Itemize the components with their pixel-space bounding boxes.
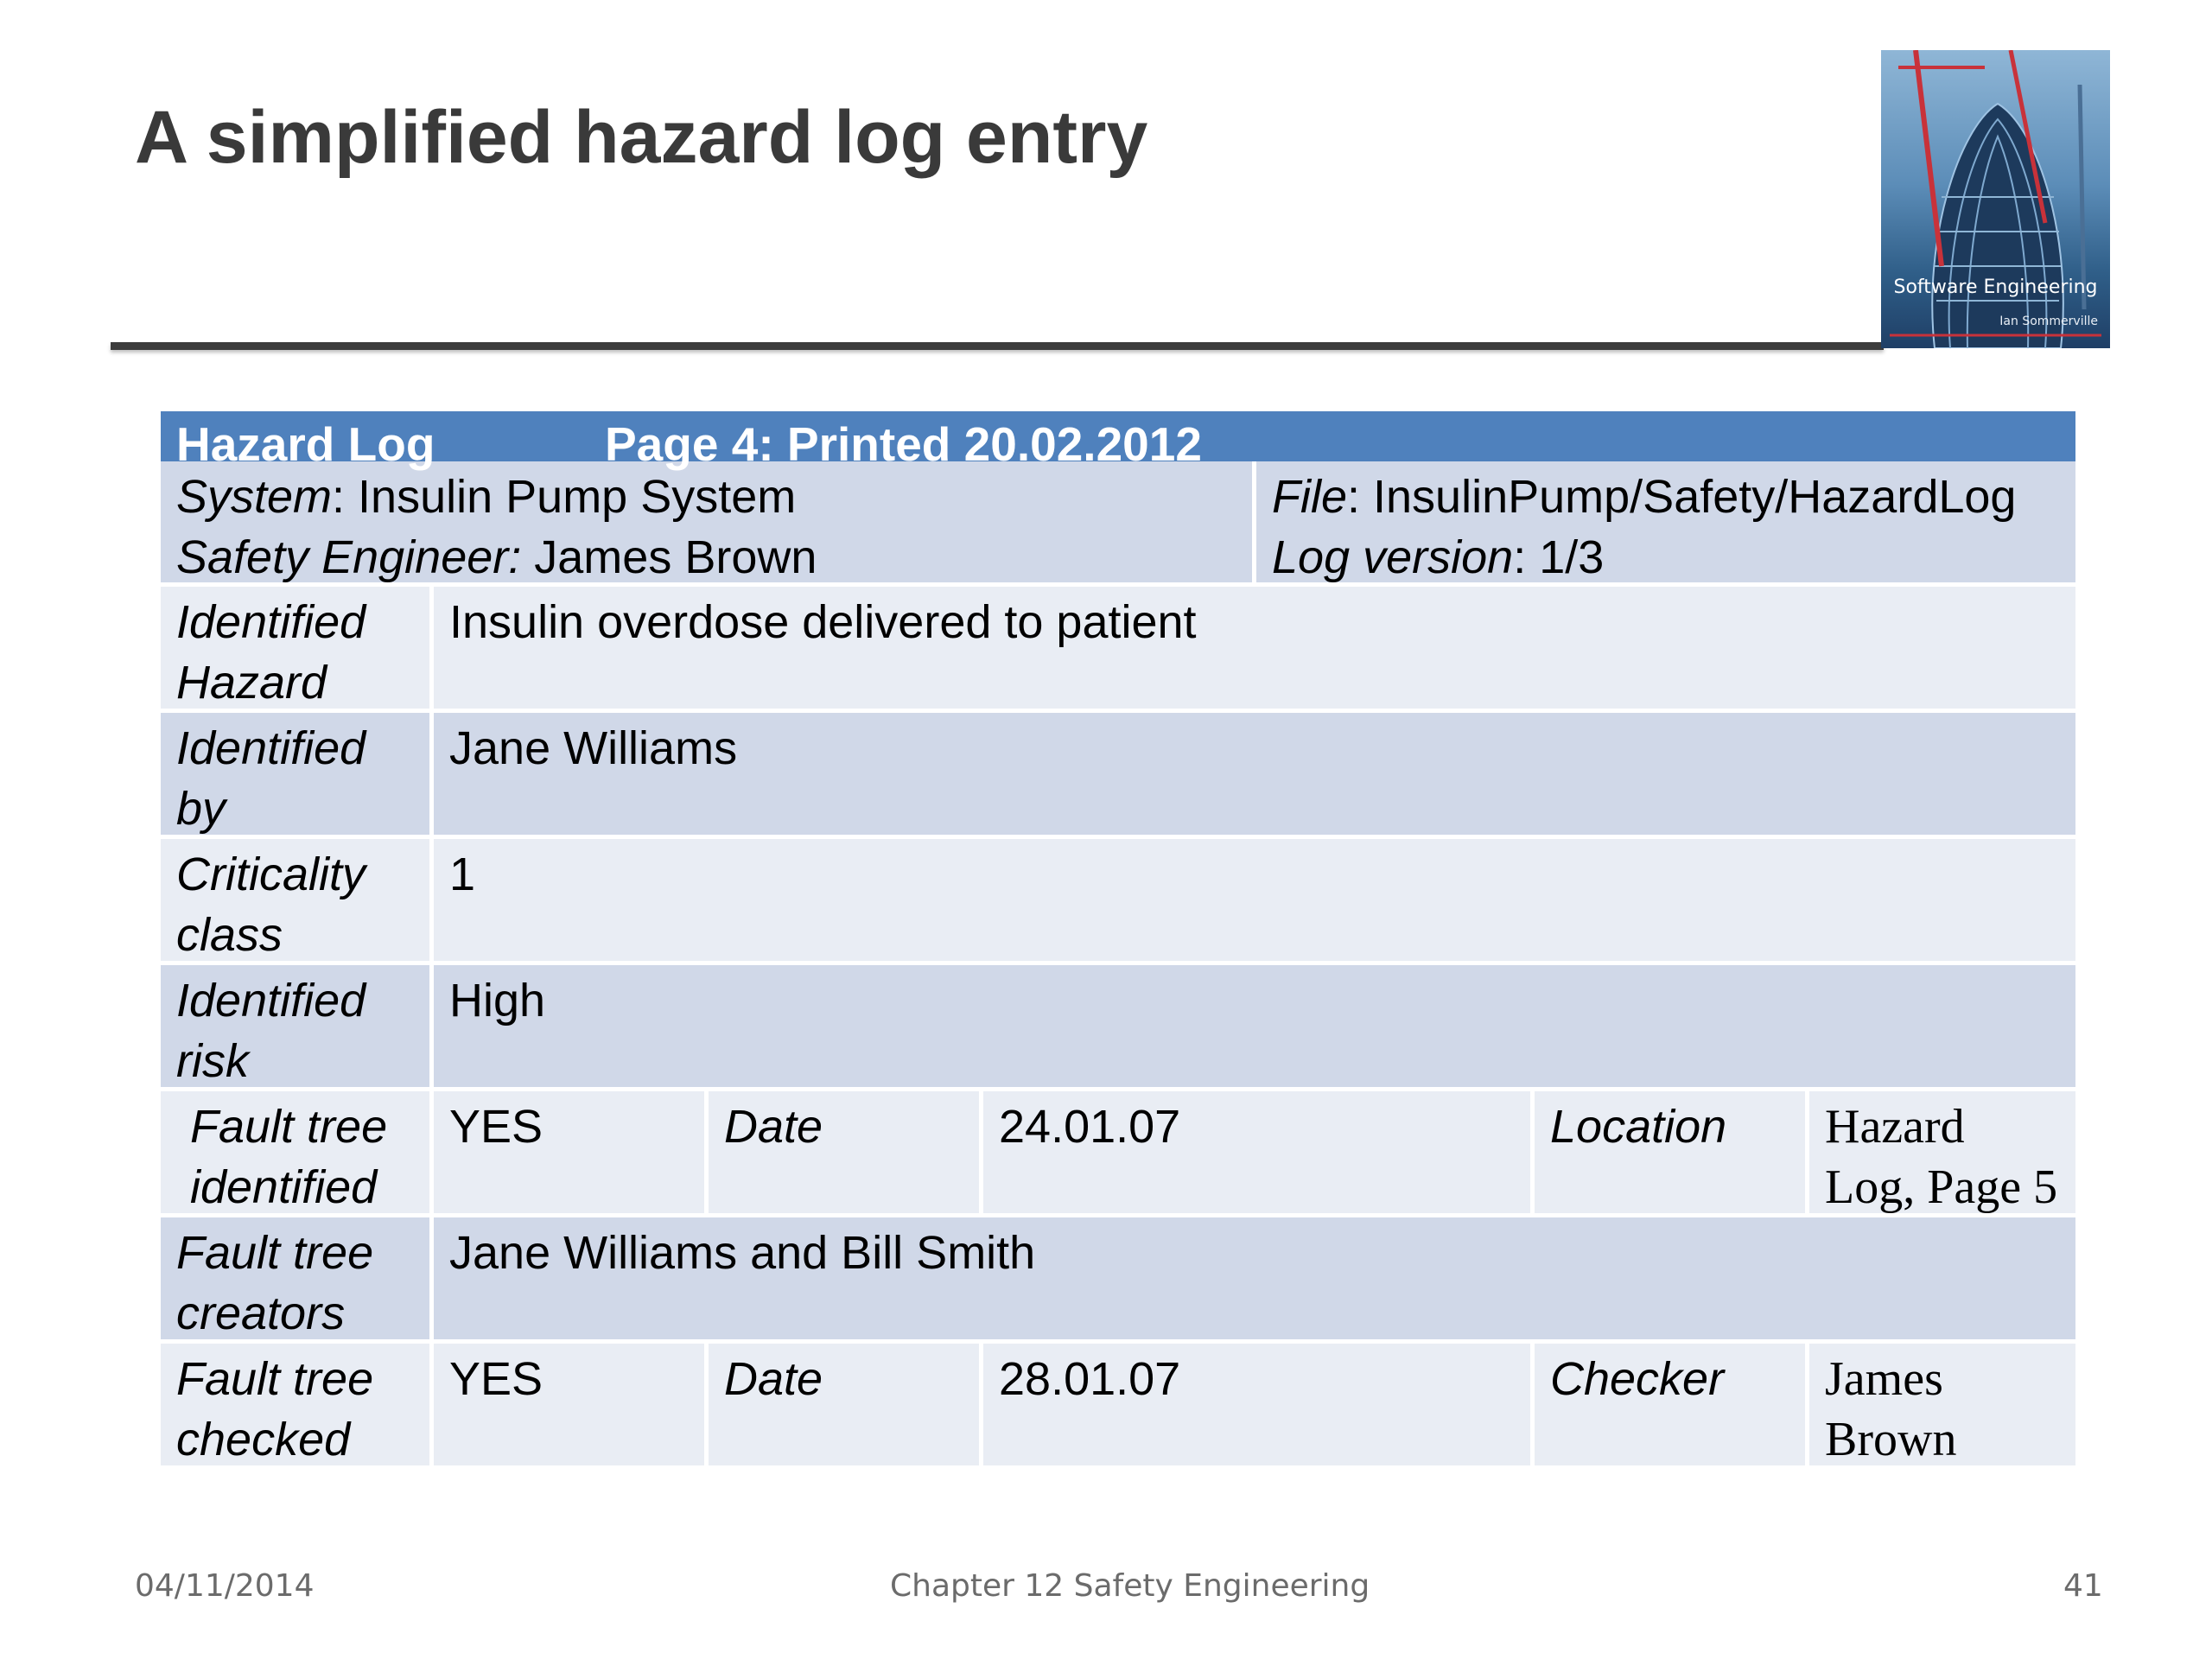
date-label: Date [709, 1091, 983, 1217]
fault-tree-checked-label: Fault tree checked [161, 1344, 434, 1470]
engineer-value: James Brown [521, 531, 817, 583]
log-meta-row [161, 461, 2075, 587]
slide-title: A simplified hazard log entry [135, 96, 1148, 179]
row-label: Identified Hazard [161, 587, 434, 713]
fault-tree-checked-row [161, 1344, 2075, 1470]
identified-by-row [161, 713, 2075, 839]
row-label: Identified risk [161, 965, 434, 1091]
footer-page-number: 41 [2063, 1568, 2103, 1604]
system-cell [161, 461, 1256, 587]
cover-author: Ian Sommerville [1999, 315, 2098, 328]
cover-title: Software Engineering [1893, 276, 2098, 298]
fault-tree-creators-value: Jane Williams and Bill Smith [434, 1217, 2075, 1344]
title-divider [111, 342, 1884, 350]
log-header-page: Page 4: Printed 20.02.2012 [605, 417, 1202, 471]
location-label: Location [1535, 1091, 1809, 1217]
risk-row [161, 965, 2075, 1091]
date-value: 28.01.07 [983, 1344, 1535, 1470]
row-label: Criticality class [161, 839, 434, 965]
engineer-label: Safety Engineer: [176, 531, 522, 583]
location-value: Hazard Log, Page 5 [1809, 1091, 2075, 1217]
file-label: File [1272, 471, 1348, 523]
row-value: High [434, 965, 2075, 1091]
hazard-log-table [161, 411, 2075, 1470]
system-label: System [176, 471, 333, 523]
row-value: 1 [434, 839, 2075, 965]
checker-label: Checker [1535, 1344, 1809, 1470]
system-value: : Insulin Pump System [332, 471, 797, 523]
log-header-title: Hazard Log [176, 417, 435, 471]
book-cover-image [1881, 50, 2110, 348]
footer-date: 04/11/2014 [135, 1568, 315, 1604]
row-label: Identified by [161, 713, 434, 839]
fault-tree-identified-value: YES [434, 1091, 709, 1217]
version-value: : 1/3 [1513, 531, 1605, 583]
fault-tree-identified-label: Fault tree identified [161, 1091, 434, 1217]
criticality-row [161, 839, 2075, 965]
version-label: Log version [1272, 531, 1514, 583]
log-header [161, 411, 2075, 471]
date-label: Date [709, 1344, 983, 1470]
checker-value: James Brown [1809, 1344, 2075, 1470]
fault-tree-identified-row [161, 1091, 2075, 1217]
row-value: Jane Williams [434, 713, 2075, 839]
row-value: Insulin overdose delivered to patient [434, 587, 2075, 713]
footer-chapter: Chapter 12 Safety Engineering [890, 1568, 1370, 1604]
file-cell [1256, 461, 2075, 587]
fault-tree-creators-row [161, 1217, 2075, 1344]
file-value: : InsulinPump/Safety/HazardLog [1347, 471, 2017, 523]
hazard-row [161, 587, 2075, 713]
date-value: 24.01.07 [983, 1091, 1535, 1217]
fault-tree-creators-label: Fault tree creators [161, 1217, 434, 1344]
fault-tree-checked-value: YES [434, 1344, 709, 1470]
